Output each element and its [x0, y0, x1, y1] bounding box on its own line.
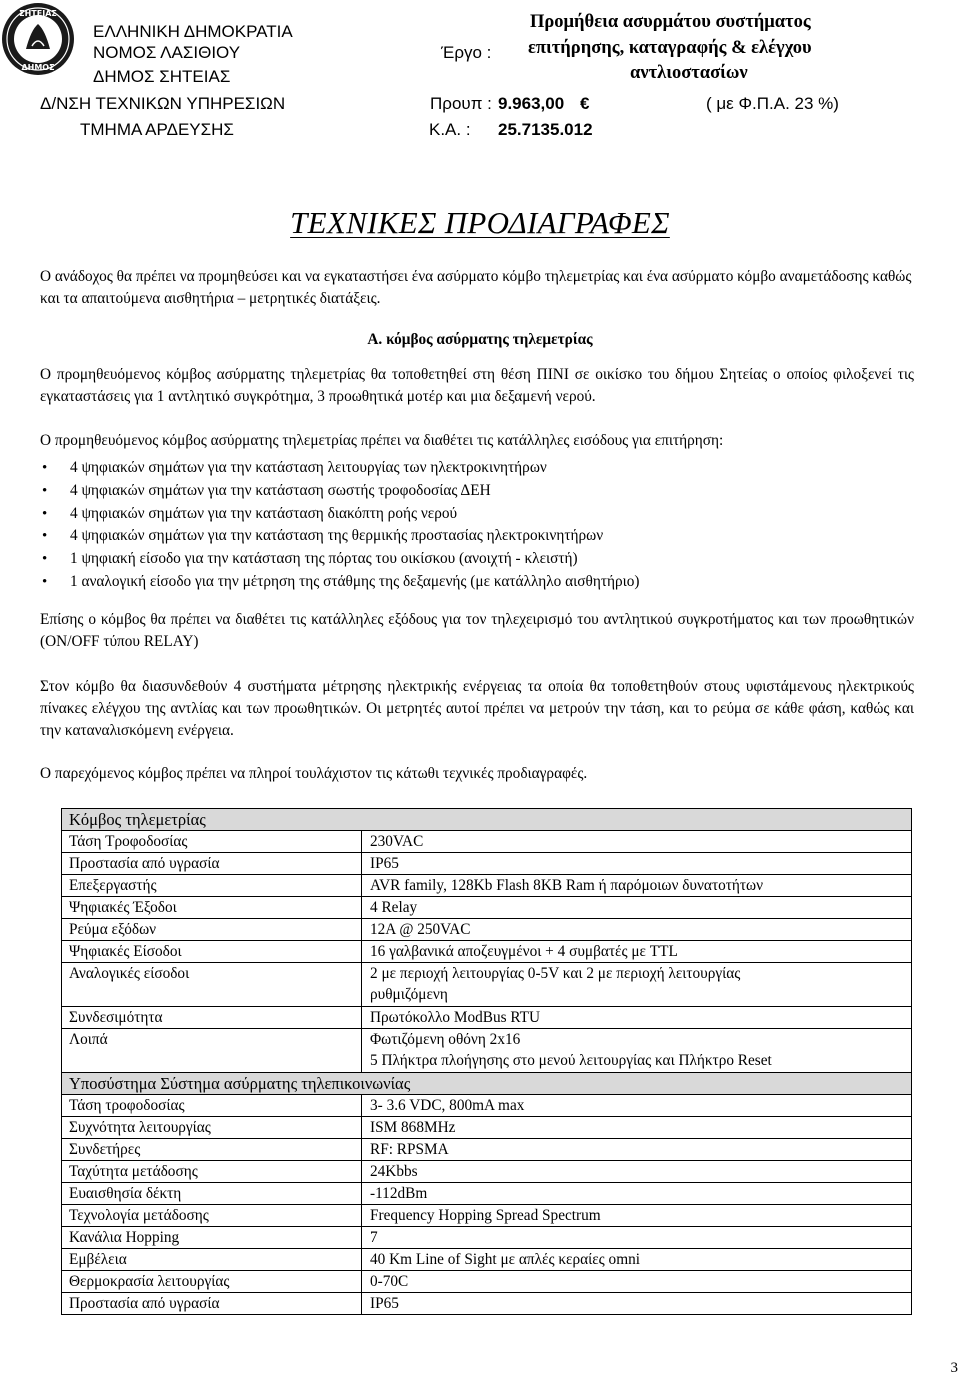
spec-label: Ρεύμα εξόδων: [62, 919, 362, 941]
header-line-municipality: ΔΗΜΟΣ ΣΗΤΕΙΑΣ: [93, 67, 231, 86]
spec-label: Προστασία από υγρασία: [62, 1293, 362, 1315]
section-title-wireless-subsystem: Υποσύστημα Σύστημα ασύρματης τηλεπικοινωνίας: [62, 1073, 912, 1095]
spec-label: Ευαισθησία δέκτη: [62, 1183, 362, 1205]
list-item: • 4 ψηφιακών σημάτων για την κατάσταση σωστής τροφοδοσίας ΔΕΗ: [40, 480, 640, 503]
list-item: • 1 ψηφιακή είσοδο για την κατάσταση της πόρτας του οικίσκου (ανοιχτή - κλειστή): [40, 548, 640, 571]
ka-value: 25.7135.012: [498, 120, 593, 139]
spec-value: 4 Relay: [362, 897, 912, 919]
meters-paragraph: Στον κόμβο θα διασυνδεθούν 4 συστήματα μέτρησης ηλεκτρικής ενέργειας τα οποία θα τοποθετηθούν στους υφιστάμενους ηλεκτρικούς πίνακες ελέγχου της αντλίας και των προωθητικών. Οι μετρητές αυτοί πρέπει να μετρούν την τάση, και το ρεύμα σε κάθε φάση, καθώς και την καταναλισκόμενη ενέργεια.: [40, 678, 914, 739]
spec-label: Αναλογικές είσοδοι: [62, 963, 362, 1007]
table-row: [62, 1227, 912, 1249]
spec-value: 24Kbbs: [362, 1161, 912, 1183]
spec-value: 40 Km Line of Sight με απλές κεραίες omni: [362, 1249, 912, 1271]
location-paragraph: Ο προμηθευόμενος κόμβος ασύρματης τηλεμετρίας θα τοποθετηθεί στη θέση ΠΙΝΙ σε οικίσκο του δήμου Σητείας ο οποίος φιλοξενεί τις εγκαταστάσεις για 1 αντλητικό συγκρότημα, 3 προωθητικά μοτέρ και μια δεξαμενή νερού.: [40, 366, 914, 405]
page-number: 3: [950, 1360, 958, 1376]
project-label: Έργο :: [441, 43, 492, 62]
spec-label: Λοιπά: [62, 1029, 362, 1073]
spec-label: Εμβέλεια: [62, 1249, 362, 1271]
spec-label: Συνδεσιμότητα: [62, 1007, 362, 1029]
spec-value: [362, 963, 912, 1007]
vat-note: ( με Φ.Π.Α. 23 %): [706, 94, 839, 113]
table-row: [62, 1161, 912, 1183]
spec-label: Προστασία από υγρασία: [62, 853, 362, 875]
list-item: • 4 ψηφιακών σημάτων για την κατάσταση λειτουργίας των ηλεκτροκινητήρων: [40, 457, 640, 480]
spec-value: Πρωτόκολλο ModBus RTU: [362, 1007, 912, 1029]
section-title-telemetry-node: Κόμβος τηλεμετρίας: [62, 809, 912, 831]
spec-value: AVR family, 128Kb Flash 8KB Ram ή παρόμοιων δυνατοτήτων: [362, 875, 912, 897]
table-row: [62, 831, 912, 853]
table-row: [62, 1293, 912, 1315]
list-item: • 4 ψηφιακών σημάτων για την κατάσταση της θερμικής προστασίας ηλεκτροκινητήρων: [40, 525, 640, 548]
specifications-table: [61, 808, 912, 1315]
header-line-department: ΤΜΗΜΑ ΑΡΔΕΥΣΗΣ: [80, 120, 234, 139]
table-row: [62, 941, 912, 963]
table-row: [62, 963, 912, 1007]
table-row: [62, 1249, 912, 1271]
table-row: [62, 1139, 912, 1161]
table-row: [62, 1095, 912, 1117]
document-title: ΤΕΧΝΙΚΕΣ ΠΡΟΔΙΑΓΡΑΦΕΣ: [290, 205, 670, 240]
spec-value: IP65: [362, 853, 912, 875]
spec-value: IP65: [362, 1293, 912, 1315]
spec-label: Τάση τροφοδοσίας: [62, 1095, 362, 1117]
spec-value-line-2: ρυθμιζόμενη: [370, 986, 448, 1003]
outputs-paragraph: Επίσης ο κόμβος θα πρέπει να διαθέτει τις κατάλληλες εξόδους για τον τηλεχειρισμό του αντλητικού συγκροτήματος και των προωθητικών (ON/OFF τύπου RELAY): [40, 611, 914, 650]
spec-label: Ψηφιακές Έξοδοι: [62, 897, 362, 919]
table-row: [62, 1029, 912, 1073]
spec-value: -112dBm: [362, 1183, 912, 1205]
spec-value: [362, 1029, 912, 1073]
spec-label: Συχνότητα λειτουργίας: [62, 1117, 362, 1139]
header-line-prefecture: ΝΟΜΟΣ ΛΑΣΙΘΙΟΥ: [93, 43, 241, 62]
table-row: [62, 919, 912, 941]
header-line-directorate: Δ/ΝΣΗ ΤΕΧΝΙΚΩΝ ΥΠΗΡΕΣΙΩΝ: [40, 94, 286, 113]
table-section-header: [62, 809, 912, 831]
inputs-bullet-list: [40, 457, 640, 594]
budget-value: 9.963,00: [498, 94, 565, 113]
inputs-paragraph: Ο προμηθευόμενος κόμβος ασύρματης τηλεμετρίας πρέπει να διαθέτει τις κατάλληλες εισόδους για επιτήρηση:: [40, 432, 724, 449]
intro-paragraph: Ο ανάδοχος θα πρέπει να προμηθεύσει και να εγκαταστήσει ένα ασύρματο κόμβο τηλεμετρίας και ένα ασύρματο κόμβο αναμετάδοσης καθώς και τα απαιτούμενα αισθητήρια – μετρητικές διατάξεις.: [40, 268, 912, 307]
spec-value-line-1: Φωτιζόμενη οθόνη 2x16: [370, 1031, 521, 1048]
spec-value-line-1: 2 με περιοχή λειτουργίας 0-5V και 2 με περιοχή λειτουργίας: [370, 965, 741, 982]
spec-value: RF: RPSMA: [362, 1139, 912, 1161]
table-row: [62, 1205, 912, 1227]
project-title-line-2: επιτήρησης, καταγραφής & ελέγχου: [528, 38, 812, 58]
spec-value: 3- 3.6 VDC, 800mA max: [362, 1095, 912, 1117]
spec-value: 230VAC: [362, 831, 912, 853]
project-title-line-3: αντλιοστασίων: [630, 63, 748, 83]
specs-intro-paragraph: Ο παρεχόμενος κόμβος πρέπει να πληροί τουλάχιστον τις κάτωθι τεχνικές προδιαγραφές.: [40, 765, 588, 782]
table-row: [62, 1007, 912, 1029]
list-item: • 4 ψηφιακών σημάτων για την κατάσταση διακόπτη ροής νερού: [40, 503, 640, 526]
table-row: [62, 897, 912, 919]
spec-label: Τάση Τροφοδοσίας: [62, 831, 362, 853]
euro-sign: €: [580, 94, 590, 113]
table-section-header: [62, 1073, 912, 1095]
spec-label: Τεχνολογία μετάδοσης: [62, 1205, 362, 1227]
table-row: [62, 1271, 912, 1293]
spec-value-line-2: 5 Πλήκτρα πλοήγησης στο μενού λειτουργίας και Πλήκτρο Reset: [370, 1052, 772, 1069]
ka-label: Κ.Α. :: [429, 120, 471, 139]
svg-text:ΔΗΜΟΣ: ΔΗΜΟΣ: [21, 63, 55, 72]
spec-value: ISM 868MHz: [362, 1117, 912, 1139]
spec-value: 7: [362, 1227, 912, 1249]
spec-label: Ταχύτητα μετάδοσης: [62, 1161, 362, 1183]
list-item: • 1 αναλογική είσοδο για την μέτρηση της στάθμης της δεξαμενής (με κατάλληλο αισθητήριο): [40, 571, 640, 594]
table-row: [62, 853, 912, 875]
spec-label: Θερμοκρασία λειτουργίας: [62, 1271, 362, 1293]
spec-label: Επεξεργαστής: [62, 875, 362, 897]
budget-label: Προυπ :: [430, 94, 492, 113]
table-row: [62, 1183, 912, 1205]
spec-value: 12A @ 250VAC: [362, 919, 912, 941]
spec-label: Κανάλια Hopping: [62, 1227, 362, 1249]
section-a-heading: Α. κόμβος ασύρματης τηλεμετρίας: [367, 331, 593, 348]
spec-value: 0-70C: [362, 1271, 912, 1293]
spec-value: 16 γαλβανικά αποζευγμένοι + 4 συμβατές με TTL: [362, 941, 912, 963]
project-title-line-1: Προμήθεια ασυρμάτου συστήματος: [530, 12, 811, 32]
header-line-republic: ΕΛΛΗΝΙΚΗ ΔΗΜΟΚΡΑΤΙΑ: [93, 22, 293, 41]
spec-value: Frequency Hopping Spread Spectrum: [362, 1205, 912, 1227]
table-row: [62, 1117, 912, 1139]
spec-label: Συνδετήρες: [62, 1139, 362, 1161]
spec-label: Ψηφιακές Είσοδοι: [62, 941, 362, 963]
svg-text:ΣΗΤΕΙΑΣ: ΣΗΤΕΙΑΣ: [19, 9, 57, 18]
municipality-seal-logo: [1, 2, 75, 76]
table-row: [62, 875, 912, 897]
